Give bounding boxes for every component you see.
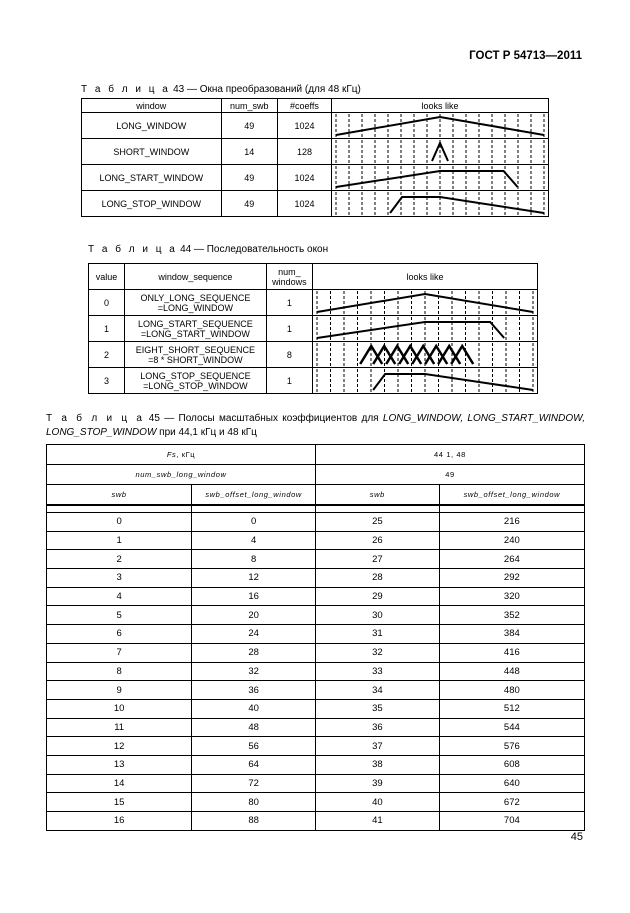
offset: 352 (439, 606, 584, 625)
table45-caption (46, 412, 585, 440)
swb: 5 (47, 606, 192, 625)
swb: 41 (315, 812, 439, 831)
table-row (47, 569, 585, 588)
page-number: 45 (570, 831, 583, 843)
swb: 36 (315, 718, 439, 737)
t43-col-looks-like: looks like (332, 99, 549, 113)
table-row (89, 290, 538, 316)
table-row (47, 699, 585, 718)
fs-unit: , кГц (176, 450, 196, 459)
table-row (89, 368, 538, 394)
table45-title-c: LONG_STOP_WINDOW (46, 427, 157, 438)
table43-caption (81, 84, 361, 95)
col-swb-2: swb (315, 485, 439, 506)
table45 (46, 444, 585, 831)
sequence-value: 2 (89, 342, 125, 368)
table-row (47, 681, 585, 700)
offset: 12 (192, 569, 316, 588)
swb: 8 (47, 662, 192, 681)
swb: 33 (315, 662, 439, 681)
t44-col-window-sequence: window_sequence (125, 264, 267, 290)
offset: 16 (192, 587, 316, 606)
swb: 3 (47, 569, 192, 588)
swb: 37 (315, 737, 439, 756)
offset: 40 (192, 699, 316, 718)
swb: 6 (47, 625, 192, 644)
table-row (47, 718, 585, 737)
t44-col-num-windows: num_ windows (266, 264, 312, 290)
table-row (47, 513, 585, 532)
table44-title: 44 — Последовательность окон (180, 244, 329, 255)
table-row (47, 531, 585, 550)
col-offset-1: swb_offset_long_window (192, 485, 316, 506)
num-windows: 1 (266, 316, 312, 342)
num-windows: 8 (266, 342, 312, 368)
table45-label: Т а б л и ц а (46, 413, 145, 424)
table-row (47, 587, 585, 606)
coeffs: 1024 (277, 113, 331, 139)
offset: 608 (439, 755, 584, 774)
swb: 7 (47, 643, 192, 662)
table-row (47, 737, 585, 756)
offset: 448 (439, 662, 584, 681)
swb: 32 (315, 643, 439, 662)
fs-label-cell (47, 445, 316, 465)
swb: 14 (47, 774, 192, 793)
swb: 25 (315, 513, 439, 532)
table45-title-b: LONG_WINDOW, LONG_START_WINDOW, (382, 413, 586, 424)
table-row (47, 606, 585, 625)
table-row (47, 643, 585, 662)
sequence-name: LONG_START_SEQUENCE =LONG_START_WINDOW (125, 316, 267, 342)
window-name: SHORT_WINDOW (82, 139, 222, 165)
offset: 640 (439, 774, 584, 793)
swb: 40 (315, 793, 439, 812)
coeffs: 1024 (277, 165, 331, 191)
window-curve (373, 374, 533, 390)
offset: 264 (439, 550, 584, 569)
num-windows: 1 (266, 368, 312, 394)
table-row (47, 625, 585, 644)
table-row (82, 139, 549, 165)
offset: 4 (192, 531, 316, 550)
swb: 11 (47, 718, 192, 737)
swb: 34 (315, 681, 439, 700)
sequence-shape-long (313, 290, 537, 315)
swb: 27 (315, 550, 439, 569)
swb: 28 (315, 569, 439, 588)
swb: 39 (315, 774, 439, 793)
swb: 15 (47, 793, 192, 812)
swb: 13 (47, 755, 192, 774)
table-row (82, 165, 549, 191)
table-row (47, 793, 585, 812)
sequence-value: 1 (89, 316, 125, 342)
swb: 9 (47, 681, 192, 700)
table-row (47, 662, 585, 681)
window-name: LONG_WINDOW (82, 113, 222, 139)
table44-label: Т а б л и ц а (88, 244, 178, 255)
num-swb-value: 49 (315, 465, 584, 485)
t44-col-value: value (89, 264, 125, 290)
offset: 216 (439, 513, 584, 532)
offset: 704 (439, 812, 584, 831)
offset: 80 (192, 793, 316, 812)
sequence-shape-stop (313, 368, 537, 393)
window-name: LONG_START_WINDOW (82, 165, 222, 191)
sequence-name: EIGHT_SHORT_SEQUENCE =8 * SHORT_WINDOW (125, 342, 267, 368)
table-row (82, 113, 549, 139)
offset: 240 (439, 531, 584, 550)
table43-title: 43 — Окна преобразований (для 48 кГц) (173, 84, 361, 95)
offset: 0 (192, 513, 316, 532)
num-swb-label: num_swb_long_window (47, 465, 316, 485)
swb: 0 (47, 513, 192, 532)
offset: 8 (192, 550, 316, 569)
col-offset-2: swb_offset_long_window (439, 485, 584, 506)
swb: 30 (315, 606, 439, 625)
offset: 20 (192, 606, 316, 625)
table43 (81, 98, 549, 217)
window-shape-stop (332, 191, 548, 216)
window-curve (317, 322, 504, 338)
t43-col-num-swb: num_swb (221, 99, 277, 113)
col-swb-1: swb (47, 485, 192, 506)
offset: 292 (439, 569, 584, 588)
offset: 576 (439, 737, 584, 756)
window-name: LONG_STOP_WINDOW (82, 191, 222, 217)
table-row (89, 316, 538, 342)
offset: 416 (439, 643, 584, 662)
num-swb: 49 (221, 113, 277, 139)
t43-col-window: window (82, 99, 222, 113)
table-row (47, 774, 585, 793)
table45-title-d: при 44,1 кГц и 48 кГц (159, 427, 257, 438)
swb: 4 (47, 587, 192, 606)
offset: 48 (192, 718, 316, 737)
table-row (89, 342, 538, 368)
offset: 32 (192, 662, 316, 681)
table44-caption (88, 244, 328, 255)
t43-col-coeffs: #coeffs (277, 99, 331, 113)
swb: 12 (47, 737, 192, 756)
offset: 320 (439, 587, 584, 606)
offset: 36 (192, 681, 316, 700)
offset: 24 (192, 625, 316, 644)
swb: 16 (47, 812, 192, 831)
offset: 544 (439, 718, 584, 737)
sequence-name: ONLY_LONG_SEQUENCE =LONG_WINDOW (125, 290, 267, 316)
sequence-shape-eight (313, 342, 537, 367)
offset: 480 (439, 681, 584, 700)
coeffs: 1024 (277, 191, 331, 217)
table-row (47, 550, 585, 569)
num-swb: 49 (221, 191, 277, 217)
table-row (47, 812, 585, 831)
swb: 2 (47, 550, 192, 569)
swb: 29 (315, 587, 439, 606)
sequence-value: 3 (89, 368, 125, 394)
table-row (47, 755, 585, 774)
sequence-shape-start (313, 316, 537, 341)
window-shape-start (332, 165, 548, 190)
swb: 35 (315, 699, 439, 718)
offset: 512 (439, 699, 584, 718)
table45-title-a: 45 — Полосы масштабных коэффициентов для (148, 413, 379, 424)
window-shape-long (332, 113, 548, 138)
t44-col-looks-like: looks like (313, 264, 538, 290)
table43-label: Т а б л и ц а (81, 84, 171, 95)
swb: 38 (315, 755, 439, 774)
window-curve (390, 197, 544, 213)
swb: 31 (315, 625, 439, 644)
sequence-value: 0 (89, 290, 125, 316)
window-shape-short (332, 139, 548, 164)
offset: 384 (439, 625, 584, 644)
swb: 10 (47, 699, 192, 718)
fs-value: 44 1, 48 (315, 445, 584, 465)
document-header: ГОСТ Р 54713—2011 (469, 50, 582, 62)
offset: 56 (192, 737, 316, 756)
swb: 1 (47, 531, 192, 550)
offset: 72 (192, 774, 316, 793)
offset: 672 (439, 793, 584, 812)
sequence-name: LONG_STOP_SEQUENCE =LONG_STOP_WINDOW (125, 368, 267, 394)
fs-label: Fs (166, 450, 177, 459)
table-row (82, 191, 549, 217)
num-windows: 1 (266, 290, 312, 316)
offset: 64 (192, 755, 316, 774)
num-swb: 14 (221, 139, 277, 165)
table44 (88, 263, 538, 394)
coeffs: 128 (277, 139, 331, 165)
swb: 26 (315, 531, 439, 550)
offset: 28 (192, 643, 316, 662)
num-swb: 49 (221, 165, 277, 191)
offset: 88 (192, 812, 316, 831)
